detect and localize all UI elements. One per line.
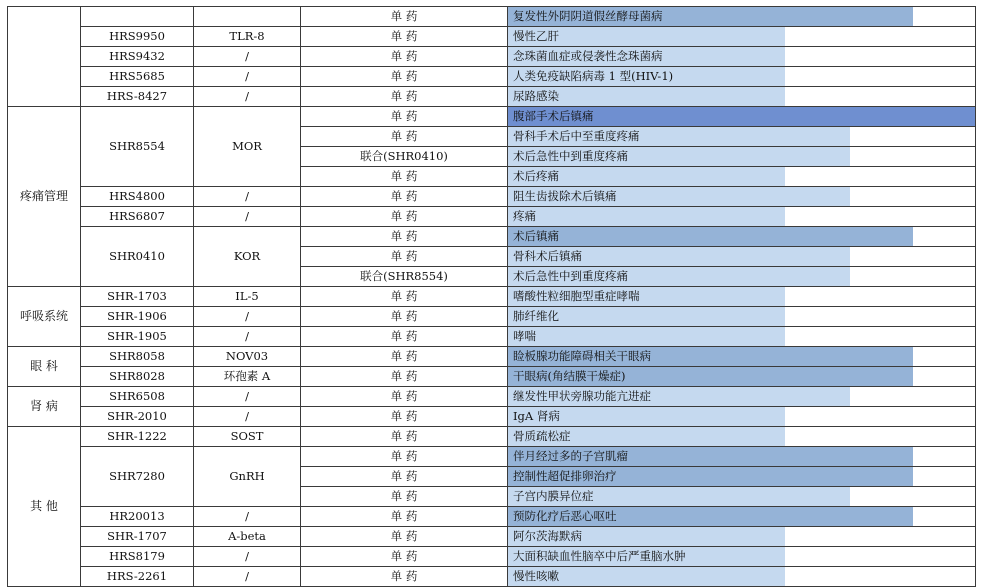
drug-type: 单 药	[301, 447, 508, 467]
drug-target: /	[194, 387, 301, 407]
drug-type: 单 药	[301, 187, 508, 207]
indication-cell	[508, 427, 976, 447]
drug-target: /	[194, 307, 301, 327]
indication-cell	[508, 507, 976, 527]
indication-label: 肺纤维化	[513, 309, 559, 323]
table-row	[8, 447, 976, 467]
drug-type: 单 药	[301, 547, 508, 567]
drug-code: SHR-1906	[81, 307, 194, 327]
drug-type: 单 药	[301, 247, 508, 267]
table-row	[8, 347, 976, 367]
drug-type: 单 药	[301, 467, 508, 487]
table-row	[8, 227, 976, 247]
indication-label: 慢性咳嗽	[513, 569, 559, 583]
drug-code: SHR6508	[81, 387, 194, 407]
indication-label: 哮喘	[513, 329, 536, 343]
table-row	[8, 387, 976, 407]
indication-cell	[508, 567, 976, 587]
indication-label: 疼痛	[513, 209, 536, 223]
indication-label: 伴月经过多的子宫肌瘤	[513, 449, 628, 463]
drug-code: HRS-8427	[81, 87, 194, 107]
indication-label: 骨科手术后中至重度疼痛	[513, 129, 640, 143]
drug-code	[81, 7, 194, 27]
drug-type: 单 药	[301, 167, 508, 187]
table-row	[8, 187, 976, 207]
table-row	[8, 327, 976, 347]
indication-cell	[508, 487, 976, 507]
indication-cell	[508, 367, 976, 387]
indication-label: 睑板腺功能障碍相关干眼病	[513, 349, 651, 363]
indication-cell	[508, 127, 976, 147]
indication-label: 预防化疗后恶心呕吐	[513, 509, 617, 523]
drug-target: /	[194, 67, 301, 87]
drug-type: 单 药	[301, 407, 508, 427]
indication-cell	[508, 147, 976, 167]
indication-label: 继发性甲状旁腺功能亢进症	[513, 389, 651, 403]
drug-type: 单 药	[301, 47, 508, 67]
indication-cell	[508, 247, 976, 267]
indication-label: IgA 肾病	[513, 409, 560, 423]
drug-type: 单 药	[301, 67, 508, 87]
indication-cell	[508, 547, 976, 567]
table-row	[8, 547, 976, 567]
indication-cell	[508, 27, 976, 47]
therapeutic-area: 其 他	[8, 427, 81, 587]
progress-bar	[508, 207, 785, 226]
drug-type: 单 药	[301, 287, 508, 307]
table-row	[8, 87, 976, 107]
indication-label: 人类免疫缺陷病毒 1 型(HIV-1)	[513, 69, 674, 83]
indication-cell	[508, 167, 976, 187]
therapeutic-area: 呼吸系统	[8, 287, 81, 347]
drug-type: 单 药	[301, 207, 508, 227]
drug-code: HRS4800	[81, 187, 194, 207]
drug-type: 单 药	[301, 387, 508, 407]
table-row	[8, 207, 976, 227]
table-row	[8, 407, 976, 427]
drug-code: SHR8554	[81, 107, 194, 187]
drug-type: 单 药	[301, 427, 508, 447]
drug-type: 单 药	[301, 527, 508, 547]
indication-label: 子宫内膜异位症	[513, 489, 594, 503]
drug-code: SHR8028	[81, 367, 194, 387]
indication-cell	[508, 47, 976, 67]
drug-target: 环孢素 A	[194, 367, 301, 387]
drug-type: 单 药	[301, 347, 508, 367]
indication-label: 阻生齿拔除术后镇痛	[513, 189, 617, 203]
table-row	[8, 527, 976, 547]
drug-type: 单 药	[301, 307, 508, 327]
drug-target: /	[194, 87, 301, 107]
drug-code: HRS9432	[81, 47, 194, 67]
progress-bar	[508, 227, 913, 246]
drug-code: SHR-1707	[81, 527, 194, 547]
drug-code: SHR8058	[81, 347, 194, 367]
indication-cell	[508, 387, 976, 407]
table-row	[8, 427, 976, 447]
indication-label: 控制性超促排卵治疗	[513, 469, 617, 483]
indication-label: 术后急性中到重度疼痛	[513, 149, 628, 163]
drug-code: SHR7280	[81, 447, 194, 507]
indication-label: 复发性外阴阴道假丝酵母菌病	[513, 9, 663, 23]
drug-code: HRS9950	[81, 27, 194, 47]
drug-target: /	[194, 507, 301, 527]
drug-type: 单 药	[301, 107, 508, 127]
table-row	[8, 67, 976, 87]
drug-target: /	[194, 567, 301, 587]
table-row	[8, 507, 976, 527]
drug-code: HRS-2261	[81, 567, 194, 587]
indication-label: 嗜酸性粒细胞型重症哮喘	[513, 289, 640, 303]
drug-type: 单 药	[301, 227, 508, 247]
therapeutic-area	[8, 7, 81, 107]
drug-code: HR20013	[81, 507, 194, 527]
indication-label: 术后疼痛	[513, 169, 559, 183]
drug-code: HRS5685	[81, 67, 194, 87]
drug-target: SOST	[194, 427, 301, 447]
drug-code: SHR0410	[81, 227, 194, 287]
indication-cell	[508, 347, 976, 367]
drug-type: 单 药	[301, 127, 508, 147]
drug-target: KOR	[194, 227, 301, 287]
therapeutic-area: 疼痛管理	[8, 107, 81, 287]
pipeline-body	[8, 7, 976, 587]
drug-code: SHR-1222	[81, 427, 194, 447]
drug-code: HRS6807	[81, 207, 194, 227]
pipeline-table	[7, 6, 976, 587]
indication-label: 大面积缺血性脑卒中后严重脑水肿	[513, 549, 686, 563]
indication-cell	[508, 207, 976, 227]
table-row	[8, 107, 976, 127]
indication-label: 骨质疏松症	[513, 429, 571, 443]
drug-target	[194, 7, 301, 27]
drug-code: HRS8179	[81, 547, 194, 567]
therapeutic-area: 肾 病	[8, 387, 81, 427]
drug-target: /	[194, 407, 301, 427]
indication-cell	[508, 7, 976, 27]
table-row	[8, 7, 976, 27]
indication-cell	[508, 307, 976, 327]
indication-cell	[508, 87, 976, 107]
drug-target: /	[194, 207, 301, 227]
drug-code: SHR-1905	[81, 327, 194, 347]
drug-type: 单 药	[301, 7, 508, 27]
table-row	[8, 287, 976, 307]
indication-cell	[508, 467, 976, 487]
indication-cell	[508, 447, 976, 467]
table-row	[8, 47, 976, 67]
drug-target: MOR	[194, 107, 301, 187]
drug-type: 单 药	[301, 87, 508, 107]
indication-cell	[508, 407, 976, 427]
indication-label: 念珠菌血症或侵袭性念珠菌病	[513, 49, 663, 63]
indication-cell	[508, 527, 976, 547]
indication-label: 术后急性中到重度疼痛	[513, 269, 628, 283]
drug-type: 联合(SHR0410)	[301, 147, 508, 167]
indication-cell	[508, 327, 976, 347]
indication-cell	[508, 287, 976, 307]
indication-cell	[508, 67, 976, 87]
progress-bar	[508, 327, 785, 346]
table-row	[8, 567, 976, 587]
drug-target: /	[194, 327, 301, 347]
indication-cell	[508, 227, 976, 247]
drug-type: 单 药	[301, 567, 508, 587]
therapeutic-area: 眼 科	[8, 347, 81, 387]
table-row	[8, 307, 976, 327]
table-row	[8, 27, 976, 47]
drug-type: 单 药	[301, 507, 508, 527]
indication-cell	[508, 267, 976, 287]
table-row	[8, 367, 976, 387]
drug-target: A-beta	[194, 527, 301, 547]
indication-label: 术后镇痛	[513, 229, 559, 243]
indication-label: 慢性乙肝	[513, 29, 559, 43]
drug-target: GnRH	[194, 447, 301, 507]
drug-target: TLR-8	[194, 27, 301, 47]
indication-label: 骨科术后镇痛	[513, 249, 582, 263]
drug-type: 单 药	[301, 367, 508, 387]
indication-cell	[508, 187, 976, 207]
drug-target: /	[194, 47, 301, 67]
drug-type: 单 药	[301, 27, 508, 47]
drug-target: /	[194, 547, 301, 567]
drug-target: NOV03	[194, 347, 301, 367]
drug-type: 单 药	[301, 487, 508, 507]
drug-target: IL-5	[194, 287, 301, 307]
indication-label: 腹部手术后镇痛	[513, 109, 594, 123]
drug-type: 联合(SHR8554)	[301, 267, 508, 287]
drug-target: /	[194, 187, 301, 207]
indication-label: 干眼病(角结膜干燥症)	[513, 369, 626, 383]
indication-cell	[508, 107, 976, 127]
drug-code: SHR-2010	[81, 407, 194, 427]
drug-type: 单 药	[301, 327, 508, 347]
indication-label: 阿尔茨海默病	[513, 529, 582, 543]
indication-label: 尿路感染	[513, 89, 559, 103]
drug-code: SHR-1703	[81, 287, 194, 307]
